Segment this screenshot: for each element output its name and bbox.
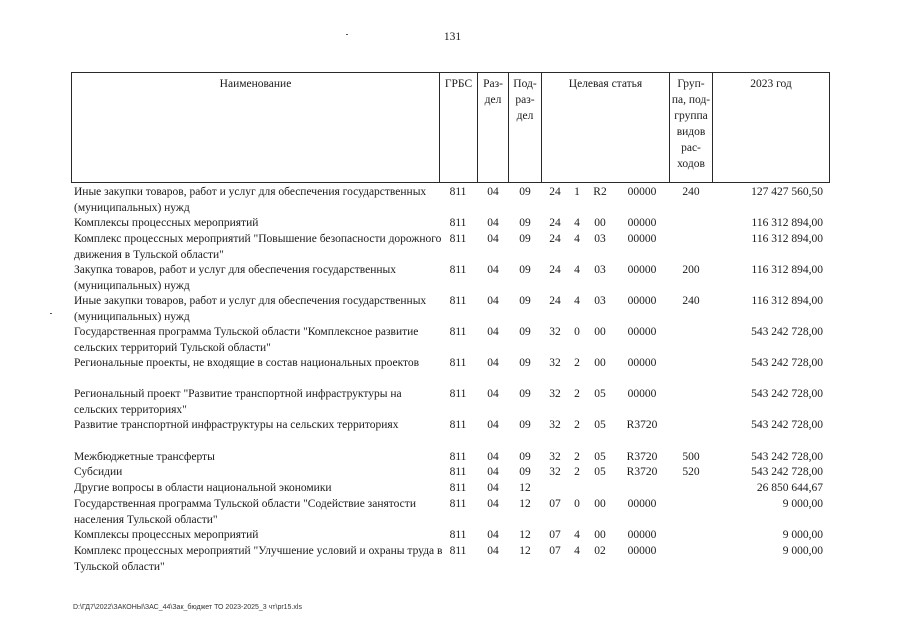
row-pr: 09 [519,388,531,400]
header-target: Целевая статья [568,78,643,90]
row-pr: 12 [519,498,531,510]
row-grbs: 811 [449,186,467,198]
file-path: D:\ГД7\2022\ЗАКОНЫ\ЗАС_44\Зак_бюджет ТО 2023-2025_3 чт\pr15.xls [73,604,302,611]
row-t2: 2 [574,419,580,431]
row-pr: 09 [519,217,531,229]
row-name: Государственная программа Тульской области "Комплексное развитие сельских территорий Тульской области" [74,326,419,354]
row-t3: 05 [594,388,606,400]
row-name: Комплекс процессных мероприятий "Повышение безопасности дорожного движения в Тульской области" [74,233,442,261]
row-name: Комплексы процессных мероприятий [74,529,259,541]
row-pr: 09 [519,233,531,245]
row-grbs: 811 [449,419,467,431]
row-t2: 4 [574,233,580,245]
row-rz: 04 [487,466,499,478]
row-vr: 520 [682,466,700,478]
row-pr: 12 [519,482,531,494]
row-name: Иные закупки товаров, работ и услуг для обеспечения государственных (муниципальных) нужд [74,186,427,214]
row-t4: R3720 [626,419,658,431]
row-sum: 543 242 728,00 [751,451,823,463]
row-t3: 00 [594,498,606,510]
row-grbs: 811 [449,388,467,400]
row-t3: R2 [593,186,607,198]
row-name: Субсидии [74,466,123,478]
row-sum: 543 242 728,00 [751,466,823,478]
row-t1: 32 [549,326,561,338]
row-name: Другие вопросы в области национальной экономики [74,482,332,494]
row-pr: 09 [519,466,531,478]
row-pr: 09 [519,357,531,369]
row-grbs: 811 [449,217,467,229]
row-sum: 116 312 894,00 [751,295,823,307]
row-rz: 04 [487,264,499,276]
row-t3: 05 [594,451,606,463]
row-t2: 4 [574,264,580,276]
row-pr: 09 [519,295,531,307]
row-t4: 00000 [627,357,657,369]
row-t4: 00000 [627,545,657,557]
row-name: Региональный проект "Развитие транспортной инфраструктуры на сельских территориях" [74,388,402,416]
row-sum: 9 000,00 [782,545,823,557]
row-t4: 00000 [627,529,657,541]
row-rz: 04 [487,217,499,229]
row-t1: 24 [549,295,561,307]
row-sum: 116 312 894,00 [751,217,823,229]
row-rz: 04 [487,357,499,369]
row-sum: 116 312 894,00 [751,264,823,276]
row-rz: 04 [487,186,499,198]
row-name: Межбюджетные трансферты [74,451,215,463]
row-sum: 9 000,00 [782,529,823,541]
header-razdel: Раз- дел [483,78,503,106]
row-rz: 04 [487,326,499,338]
row-t3: 00 [594,326,606,338]
row-t2: 4 [574,529,580,541]
row-t1: 07 [549,498,561,510]
row-t1: 07 [549,529,561,541]
row-sum: 543 242 728,00 [751,419,823,431]
row-t2: 0 [574,326,580,338]
row-t3: 03 [594,264,606,276]
row-t2: 2 [574,388,580,400]
row-pr: 09 [519,186,531,198]
row-grbs: 811 [449,529,467,541]
row-sum: 26 850 644,67 [756,482,823,494]
row-grbs: 811 [449,466,467,478]
row-pr: 09 [519,264,531,276]
row-name: Комплексы процессных мероприятий [74,217,259,229]
row-grbs: 811 [449,498,467,510]
row-t2: 4 [574,295,580,307]
row-name: Закупка товаров, работ и услуг для обеспечения государственных (муниципальных) нужд [74,264,397,292]
row-rz: 04 [487,545,499,557]
row-t2: 2 [574,357,580,369]
header-grbs: ГРБС [444,78,473,90]
row-pr: 09 [519,326,531,338]
row-t4: R3720 [626,451,658,463]
row-t1: 32 [549,451,561,463]
row-rz: 04 [487,419,499,431]
header-name: Наименование [219,78,292,90]
row-t2: 2 [574,466,580,478]
row-t3: 00 [594,357,606,369]
row-grbs: 811 [449,295,467,307]
row-pr: 12 [519,529,531,541]
row-name: Государственная программа Тульской области "Содействие занятости населения Тульской области" [74,498,416,526]
row-name: Региональные проекты, не входящие в состав национальных проектов [74,357,420,369]
row-t4: 00000 [627,217,657,229]
scan-speck [50,313,52,314]
row-sum: 9 000,00 [782,498,823,510]
row-t4: 00000 [627,498,657,510]
row-vr: 500 [682,451,700,463]
row-t2: 1 [574,186,580,198]
row-rz: 04 [487,529,499,541]
row-t3: 03 [594,233,606,245]
row-t3: 00 [594,217,606,229]
row-pr: 09 [519,451,531,463]
row-sum: 543 242 728,00 [751,357,823,369]
row-grbs: 811 [449,545,467,557]
row-grbs: 811 [449,357,467,369]
row-t2: 4 [574,545,580,557]
row-t2: 0 [574,498,580,510]
row-t3: 05 [594,466,606,478]
row-t3: 05 [594,419,606,431]
row-grbs: 811 [449,264,467,276]
row-rz: 04 [487,451,499,463]
row-t4: 00000 [627,264,657,276]
row-t3: 02 [594,545,606,557]
row-sum: 116 312 894,00 [751,233,823,245]
row-grbs: 811 [449,451,467,463]
row-pr: 09 [519,419,531,431]
row-name: Комплекс процессных мероприятий "Улучшение условий и охраны труда в Тульской области" [74,545,443,573]
row-t4: 00000 [627,388,657,400]
row-t4: 00000 [627,326,657,338]
row-rz: 04 [487,233,499,245]
row-t4: 00000 [627,233,657,245]
row-t1: 24 [549,186,561,198]
row-t1: 32 [549,357,561,369]
row-rz: 04 [487,482,499,494]
row-t2: 2 [574,451,580,463]
row-rz: 04 [487,295,499,307]
row-grbs: 811 [449,482,467,494]
row-t2: 4 [574,217,580,229]
page-number: 131 [443,31,462,43]
row-t1: 32 [549,388,561,400]
row-t1: 24 [549,217,561,229]
row-grbs: 811 [449,326,467,338]
row-t1: 24 [549,264,561,276]
row-t4: 00000 [627,186,657,198]
row-t3: 03 [594,295,606,307]
row-t1: 32 [549,466,561,478]
header-year: 2023 год [750,78,792,90]
row-name: Развитие транспортной инфраструктуры на сельских территориях [74,419,399,431]
row-t3: 00 [594,529,606,541]
row-vr: 240 [682,186,700,198]
row-pr: 12 [519,545,531,557]
row-t1: 32 [549,419,561,431]
row-t4: R3720 [626,466,658,478]
row-sum: 543 242 728,00 [751,388,823,400]
row-vr: 240 [682,295,700,307]
header-podrazdel: Под- раз- дел [513,78,537,122]
header-group: Груп- па, под- группа видов рас- ходов [671,78,711,170]
row-t4: 00000 [627,295,657,307]
row-sum: 127 427 560,50 [751,186,823,198]
row-name: Иные закупки товаров, работ и услуг для обеспечения государственных (муниципальных) нужд [74,295,427,323]
row-grbs: 811 [449,233,467,245]
row-vr: 200 [682,264,700,276]
row-rz: 04 [487,388,499,400]
row-rz: 04 [487,498,499,510]
row-t1: 24 [549,233,561,245]
scan-speck [346,34,348,35]
row-t1: 07 [549,545,561,557]
row-sum: 543 242 728,00 [751,326,823,338]
